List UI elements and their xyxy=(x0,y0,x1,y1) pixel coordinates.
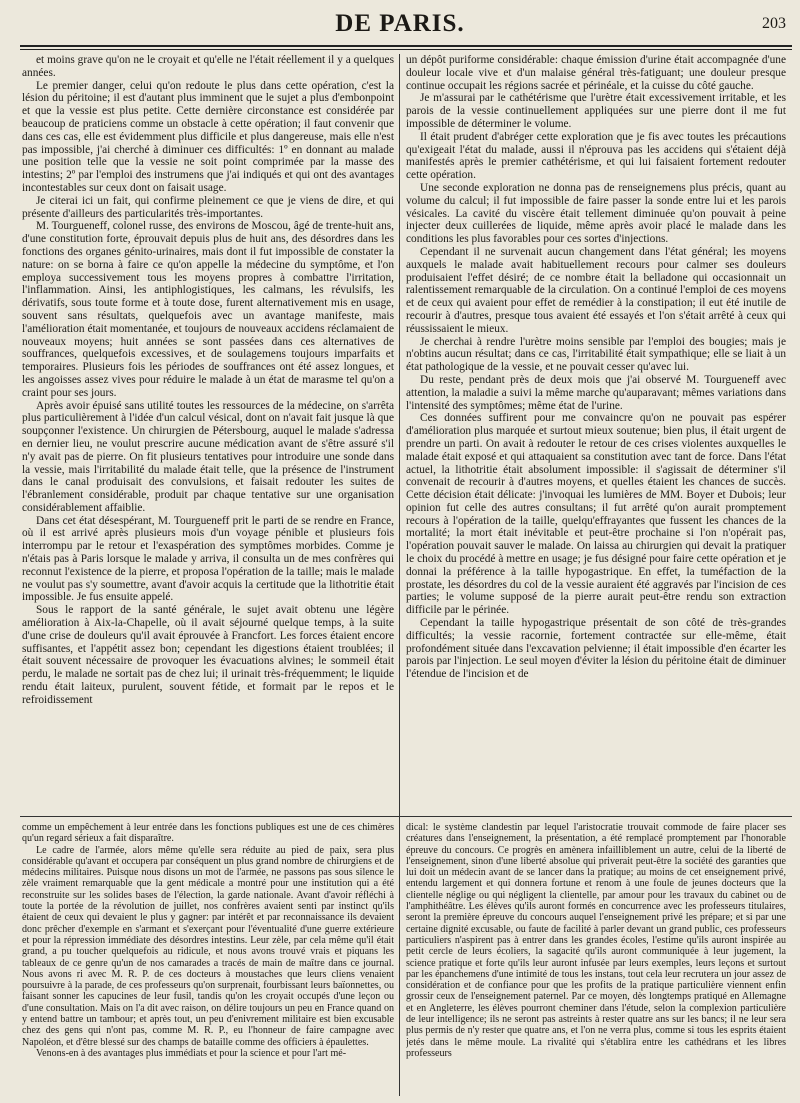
paragraph: Sous le rapport de la santé générale, le sujet avait obtenu une légère amélioration à Aix-la-Chapelle, où il avait séjourné quelque temps, à la suite d'une crise de douleurs qu'il avait éprouvée à Francfort. Les forces étaient encore suffisantes, et l'appétit assez bon; cependant les digestions étaient troublées; il était souvent nécessaire de provoquer les évacuations alvines; le sommeil était perdu, le malade ne sortait pas de chez lui; il urinait très-fréquemment; le liquide rendu était laiteux, purulent, souvent fétide, et formait par le repos et le refroidissement xyxy=(22,604,394,706)
paragraph: Dans cet état désespérant, M. Tourgueneff prit le parti de se rendre en France, où il est arrivé après plusieurs mois d'un voyage pénible et plusieurs fois interrompu par le retour et l'exaspération des symptômes morbides. Comme je n'étais pas à Paris lorsque le malade y arriva, il consulta un de mes confrères qui reconnut l'existence de la pierre, et proposa l'opération de la taille; mais le malade ne voulut pas s'y soumettre, avant d'avoir acquis la certitude que la lithotritie était impossible. Je fus ensuite appelé. xyxy=(22,514,394,604)
paragraph: Une seconde exploration ne donna pas de renseignemens plus précis, quant au volume du calcul; il fut impossible de faire passer la sonde entre lui et les parois vésicales. La cavité du viscère était tellement diminuée qu'on pouvait à peine injecter deux cuillerées de liquide, même après avoir placé le malade dans les conditions les plus favorables pour ces sortes d'injections. xyxy=(406,181,786,246)
paragraph: Je citerai ici un fait, qui confirme pleinement ce que je viens de dire, et qui présente d'ailleurs des particularités très-importantes. xyxy=(22,194,394,220)
paragraph: Du reste, pendant près de deux mois que j'ai observé M. Tourgueneff avec attention, la maladie a suivi la même marche qu'auparavant; mêmes variations dans l'intensité des symptômes; même état de l'urine. xyxy=(406,373,786,412)
paragraph: dical: le système clandestin par lequel l'aristocratie trouvait commode de faire placer ses créatures dans l'enseignement, la présentation, a été remplacé promptement par l'honorable épreuve du concours. Ce progrès en amènera infailliblement un autre, celui de la liberté de l'enseignement, sinon d'une liberté absolue qui priverait peut-être la société des garanties que lui doit un médecin avant de se lancer dans la pratique; au moins de cet enseignement privé, entendu largement et qui donnera fortune et renom à une foule de jeunes docteurs que la clientelle néglige ou qui négligent la clientelle, par amour pour les travaux du cabinet ou de l'amphithéâtre. Les élèves qu'ils auront formés en concurrence avec les professeurs titulaires, seront la première épreuve du concours auquel l'enseignement privé les prépare; et si par une certaine dignité excusable, ou faute de facilité à parler devant un grand public, ces professeurs particuliers n'aspirent pas à entrer dans les grandes écoles, l'estime qu'ils auront inspirée au petit cercle de leurs écoliers, la sagacité qu'ils auront communiquée à leur jugement, la science pratique et forte qu'ils leur auront infusée par leurs exemples, leurs leçons et surtout par les épanchemens d'une intimité de tous les instans, tout cela leur recrutera un jour assez de considération et de confiance pour que les profits de la pratique particulière viennent enfin grossir ceux de l'enseignement paternel. Par ce moyen, dès longtemps pratiqué en Allemagne et en Angleterre, les élèves pourront cheminer dans l'étude, selon la complexion particulière de leur intelligence; ils ne seront pas astreints à rester quatre ans sur les bancs; il ne leur sera plus permis de n'y rester que quatre ans, et l'on ne verra plus, comme si tous les esprits étaient jetés dans le même moule. La rivalité qui s'établira entre les cathédrans et les libres professeurs xyxy=(406,822,786,1059)
paragraph: Le premier danger, celui qu'on redoute le plus dans cette opération, c'est la lésion du péritoine; il est d'autant plus imminent que le sujet a plus d'embonpoint et que la vessie est plus petite. Cette dernière circonstance est considérée par beaucoup de praticiens comme un obstacle à cette opération; il faut convenir que dans ces cas, elle est évidemment plus difficile et plus dangereuse, mais elle n'est pas impossible, j'ai cherché à diminuer ces difficultés: 1º en donnant au malade une position telle que la vessie ne soit point comprimée par la masse des intestins; 2º par l'emploi des instrumens que j'ai indiqués et qui ont des avantages incontestables sur ceux dont on faisait usage. xyxy=(22,79,394,194)
masthead xyxy=(0,0,800,52)
section-separator xyxy=(20,816,792,817)
paragraph: M. Tourgueneff, colonel russe, des environs de Moscou, âgé de trente-huit ans, d'une constitution forte, éprouvait depuis plus de huit ans, des désordres dans les fonctions des organes génito-urinaires, mais dont il fut impossible de constater la nature: on se borna à faire ce qu'on appelle la médecine du symptôme, et l'on employa successivement tous les moyens propres à combattre l'irritation, l'inflammation. Ainsi, les antiphlogistiques, les calmans, les révulsifs, les dérivatifs, sous toute forme et à toute dose, furent alternativement mis en usage, souvent sans résultats, quelquefois avec un avantage manifeste, mais l'amélioration était momentanée, et toujours de nouveaux accidens réclamaient de nouveaux moyens; huit années se sont passées dans ces alternatives de souffrances, quelquefois excessives, et de soulagemens toujours imparfaits et temporaires. Plusieurs fois les périodes de souffrances ont été assez longues, et les angoisses assez vives pour réduire le malade à un état de marasme tel qu'on a craint pour ses jours. xyxy=(22,220,394,399)
column-divider xyxy=(399,54,400,1096)
paragraph: comme un empêchement à leur entrée dans les fonctions publiques est une de ces chimères qu'un regard sérieux a fait disparaître. xyxy=(22,822,394,845)
page-number: 203 xyxy=(762,15,786,32)
paragraph: Ces données suffirent pour me convaincre qu'on ne pouvait pas espérer d'amélioration plus marquée et surtout mieux soutenue; bien plus, il était urgent de prendre un parti. On avait à redouter le retour de ces crises violentes auxquelles le malade était exposé et qui attaquaient sa constitution avec tant de force. Dans l'état actuel, la lithotritie était absolument impossible: il s'agissait de déterminer s'il convenait de recourir à d'autres moyens, et quelles étaient les chances de succès. Cette décision était délicate: j'invoquai les lumières de MM. Boyer et Dubois; leur opinion fut celle des autres consultans; il fut arrêté qu'on aurait promptement recours à l'opération de la taille, quelqu'effrayantes que fussent les chances de la mortalité; la mort était inévitable et peut-être prochaine si l'on n'opérait pas, l'opération pouvait sauver le malade. On laissa au chirurgien qui devait la pratiquer le choix du procédé à mettre en usage; je fus désigné pour faire cette opération et je donnai la préférence à la taille hypogastrique. En effet, la tuméfaction de la prostate, les désordres du col de la vessie auraient été aggravés par l'incision de ces parties; le volume supposé de la pierre aurait peut-être rendu son extraction difficile par le périnée. xyxy=(406,412,786,617)
article-column-left xyxy=(22,54,394,810)
paragraph: un dépôt puriforme considérable: chaque émission d'urine était accompagnée d'une douleur locale vive et d'un malaise général très-fatiguant; une douleur presque continue occupait les régions sacrée et périnéale, et la cuisse du côté gauche. xyxy=(406,54,786,92)
paragraph: Venons-en à des avantages plus immédiats et pour la science et pour l'art mé- xyxy=(36,1047,347,1059)
paragraph: Cependant il ne survenait aucun changement dans l'état général; les moyens auxquels le malade avait habituellement recours pour calmer ses douleurs produisaient l'effet désiré; de ce nombre était la belladone qui occasionnait un ralentissement remarquable de la circulation. On a continué l'emploi de ces moyens et de ceux qui avaient pour effet de remédier à la constipation; il eut été inutile de recourir à d'autres, presque tous avaient été essayés et l'on s'était arrêté à ceux qui réussissaient le mieux. xyxy=(406,245,786,335)
header-rule xyxy=(20,45,792,47)
paragraph: Cependant la taille hypogastrique présentait de son côté de très-grandes difficultés; la vessie racornie, fortement contractée sur elle-même, était profondément située dans l'excavation pelvienne; il était impossible d'en écarter les parois par l'injection. Le seul moyen d'éviter la lésion du péritoine était de diminuer l'étendue de l'incision et de xyxy=(406,617,786,681)
article-column-right xyxy=(406,54,786,810)
paragraph: Après avoir épuisé sans utilité toutes les ressources de la médecine, on s'arrêta plus particulièrement à l'idée d'un calcul vésical, dont on n'avait fait jusque là que soupçonner l'existence. Un chirurgien de Pétersbourg, auquel le malade s'adressa en dernier lieu, ne voulut prescrire aucune médication avant de s'être assuré s'il n'y avait pas de pierre. On fit plusieurs tentatives pour introduire une sonde dans la vessie, mais l'irritabilité du malade était telle, que la présence de l'instrument dans le canal produisait des convulsions, et faisait redouter les suites de l'ébranlement considérable, produit par chaque tentative sur une organisation considérablement affaiblie. xyxy=(22,399,394,514)
page-title: DE PARIS. xyxy=(335,10,465,37)
header-rule-thin xyxy=(20,49,792,50)
paragraph: Le cadre de l'armée, alors même qu'elle sera réduite au pied de paix, sera plus considérable qu'avant et occupera par conséquent un plus grand nombre de chirurgiens et de médecins militaires. Puisque nous disons un mot de l'armée, ne passons pas sous silence le zèle vraiment remarquable que la gent médicale a montré pour une institution qui a été reconstruite sur les solides bases de l'élection, la garde nationale. Avant d'avoir réfléchi à toute la portée de la révolution de juillet, nos confrères avaient senti par instinct qu'ils étaient de ceux qui devaient le plus y gagner: par intérêt et par reconnaissance ils devaient donc prêcher d'exemple en s'armant et s'exerçant pour l'éventualité d'une guerre extérieure et pour la répression immédiate des désordres intestins. Leur zèle, par cela même qu'il était grand, a pu toucher quelquefois au ridicule, et nous avons trouvé vrais et piquans les tableaux de ce genre qu'un de nos camarades a tracés de main de maître dans ce journal. Nous avons ri avec M. R. P. de ces docteurs à moustaches que leurs cliens venaient poursuivre à la parade, de ces professeurs qu'on surprenait, fourbissant leurs baïonnettes, ou faisant sonner les capucines de leur fusil, tandis qu'on les croyait occupés d'une leçon ou d'une consultation. Mais on l'a dit avec raison, on délire toujours un peu en France quand on y entend battre un tambour; et après tout, un peu d'enivrement militaire est bien excusable chez des gens qui n'ont pas, comme M. R. P., eu l'honneur de faire campagne avec Napoléon, et d'être blessé sur des champs de bataille comme des officiers à épaulettes. xyxy=(22,844,394,1048)
feuilleton-column-right xyxy=(406,822,786,1096)
paragraph: Je m'assurai par le cathétérisme que l'urètre était excessivement irritable, et les parois de la vessie continuellement appliquées sur une pierre dont il me fut impossible de déterminer le volume. xyxy=(406,92,786,130)
paragraph: et moins grave qu'on ne le croyait et qu'elle ne l'était réellement il y a quelques années. xyxy=(22,54,394,79)
feuilleton-column-left xyxy=(22,822,394,1096)
paragraph: Je cherchai à rendre l'urètre moins sensible par l'emploi des bougies; mais je n'obtins aucun résultat; dans ce cas, l'irritabilité était sympathique; elle se liait à un état pathologique de la vessie, et ne pouvait cesser qu'avec lui. xyxy=(406,335,786,374)
paragraph: Il était prudent d'abréger cette exploration que je fis avec toutes les précautions qu'exigeait l'état du malade, aussi il n'éprouva pas les accidens qui s'étaient déjà manifestés après le premier cathétérisme, et qui lui faisaient fortement redouter cette opération. xyxy=(406,130,786,182)
